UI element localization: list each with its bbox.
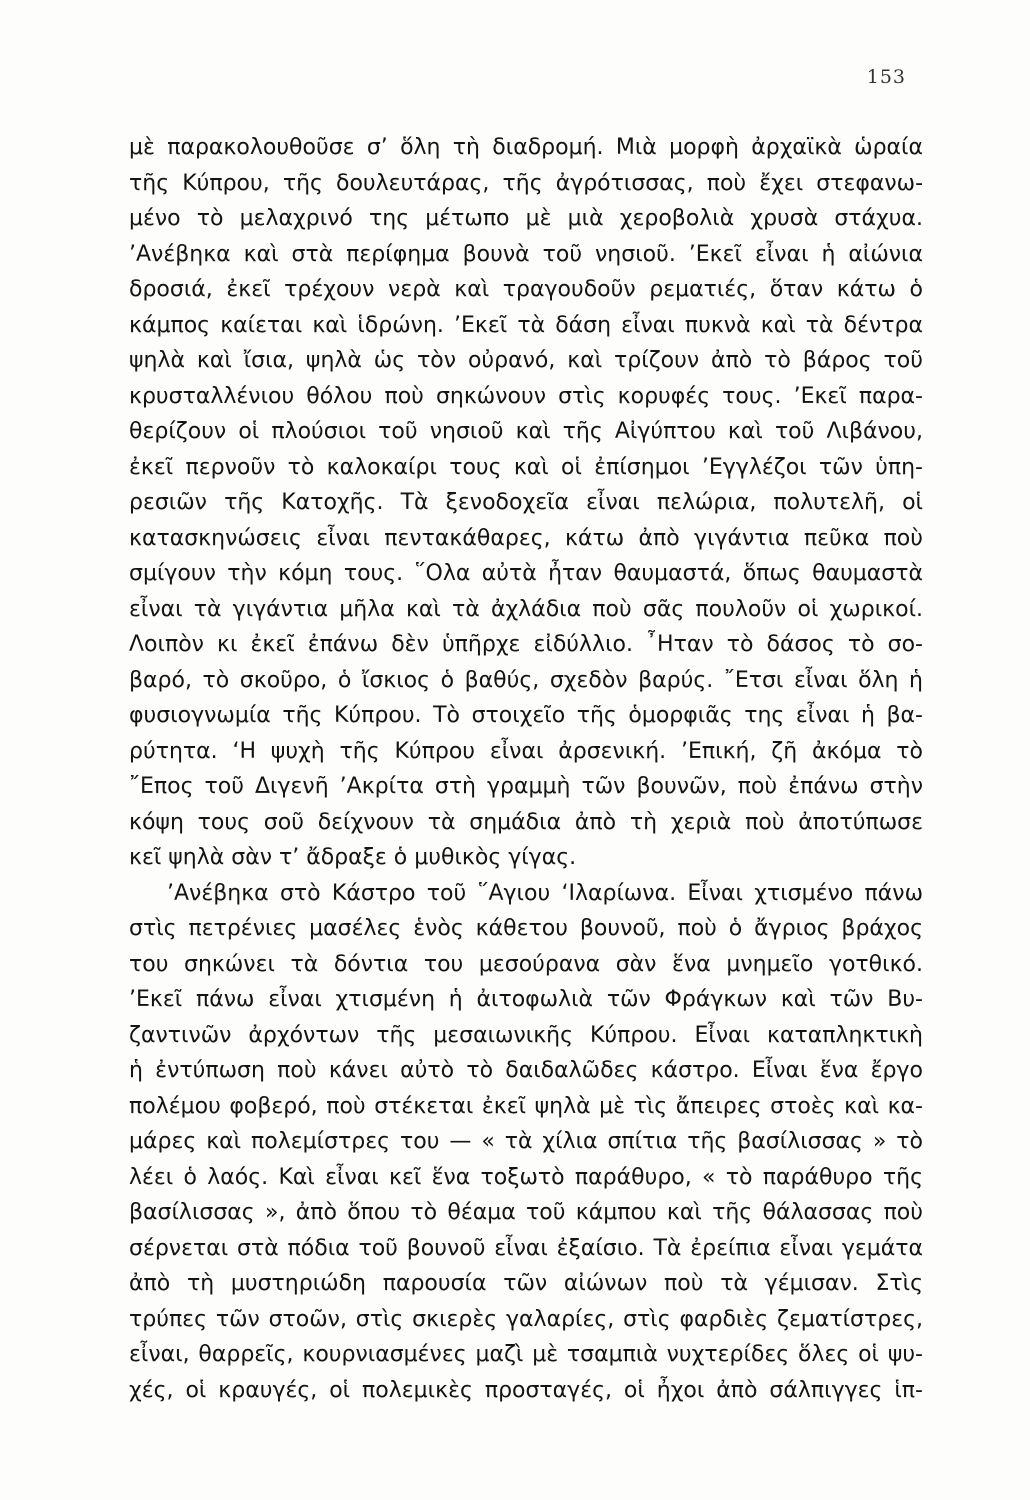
text-line: δροσιά, ἐκεῖ τρέχουν νερὰ καὶ τραγουδοῦν ρεματιές, ὅταν κάτω ὁ <box>129 277 923 302</box>
text-line: μένο τὸ μελαχρινό της μέτωπο μὲ μιὰ χεροβολιὰ χρυσὰ στάχυα. <box>129 206 923 231</box>
text-line: τρύπες τῶν στοῶν, στὶς σκιερὲς γαλαρίες, στὶς φαρδιὲς ζεματίστρες, <box>129 1306 924 1332</box>
text-line: ῎Επος τοῦ Διγενῆ ’Ακρίτα στὴ γραμμὴ τῶν βουνῶν, ποὺ ἐπάνω στὴν <box>129 774 923 799</box>
text-line: φυσιογνωμία τῆς Κύπρου. Τὸ στοιχεῖο τῆς ὁμορφιᾶς της εἶναι ἡ βα- <box>129 703 923 728</box>
text-line: ἡ ἐντύπωση ποὺ κάνει αὐτὸ τὸ δαιδαλῶδες κάστρο. Εἶναι ἕνα ἔργο <box>129 1058 923 1083</box>
text-line: κεῖ ψηλὰ σὰν τ’ ἄδραξε ὁ μυθικὸς γίγας. <box>129 845 577 870</box>
text-line: πολέμου φοβερό, ποὺ στέκεται ἐκεῖ ψηλὰ μὲ τὶς ἄπειρες στοὲς καὶ κα- <box>129 1093 923 1119</box>
text-line: ρύτητα. ‘Η ψυχὴ τῆς Κύπρου εἶναι ἀρσενική. ’Επική, ζῆ ἀκόμα τὸ <box>129 738 923 764</box>
text-line: μὲ παρακολουθοῦσε σ’ ὅλη τὴ διαδρομή. Μιὰ μορφὴ ἀρχαϊκὰ ὡραία <box>129 135 923 160</box>
text-line: ἐκεῖ περνοῦν τὸ καλοκαίρι τους καὶ οἱ ἐπίσημοι ’Εγγλέζοι τῶν ὑπη- <box>129 454 923 480</box>
text-line: ’Ανέβηκα καὶ στὰ περίφημα βουνὰ τοῦ νησιοῦ. ’Εκεῖ εἶναι ἡ αἰώνια <box>129 241 923 267</box>
text-line: στὶς πετρένιες μασέλες ἑνὸς κάθετου βουνοῦ, ποὺ ὁ ἄγριος βράχος <box>129 916 923 941</box>
text-line: λέει ὁ λαός. Καὶ εἶναι κεῖ ἕνα τοξωτὸ παράθυρο, « τὸ παράθυρο τῆς <box>129 1164 923 1190</box>
text-line: κρυσταλλένιου θόλου ποὺ σηκώνουν στὶς κορυφές τους. ’Εκεῖ παρα- <box>129 383 923 409</box>
text-line: τῆς Κύπρου, τῆς δουλευτάρας, τῆς ἀγρότισσας, ποὺ ἔχει στεφανω- <box>129 170 924 196</box>
text-line: εἶναι, θαρρεῖς, κουρνιασμένες μαζὶ μὲ τσαμπιὰ νυχτερίδες ὅλες οἱ ψυ- <box>129 1342 923 1367</box>
text-line: σμίγουν τὴν κόμη τους. ῞Ολα αὐτὰ ἦταν θαυμαστά, ὅπως θαυμαστὰ <box>129 561 923 586</box>
text-line: θερίζουν οἱ πλούσιοι τοῦ νησιοῦ καὶ τῆς Αἰγύπτου καὶ τοῦ Λιβάνου, <box>129 419 923 444</box>
text-line: βασίλισσας », ἀπὸ ὅπου τὸ θέαμα τοῦ κάμπου καὶ τῆς θάλασσας ποὺ <box>129 1200 923 1225</box>
text-line: ψηλὰ καὶ ἴσια, ψηλὰ ὡς τὸν οὐρανό, καὶ τρίζουν ἀπὸ τὸ βάρος τοῦ <box>129 348 923 373</box>
text-line: του σηκώνει τὰ δόντια του μεσούρανα σὰν ἕνα μνημεῖο γοτθικό. <box>129 951 923 977</box>
text-line: χές, οἱ κραυγές, οἱ πολεμικὲς προσταγές, οἱ ἦχοι ἀπὸ σάλπιγγες ἱπ- <box>129 1377 923 1403</box>
text-line: σέρνεται στὰ πόδια τοῦ βουνοῦ εἶναι ἐξαίσιο. Τὰ ἐρείπια εἶναι γεμάτα <box>129 1235 923 1261</box>
text-line: κόψη τους σοῦ δείχνουν τὰ σημάδια ἀπὸ τὴ χεριὰ ποὺ ἀποτύπωσε <box>129 809 923 835</box>
text-line: ’Εκεῖ πάνω εἶναι χτισμένη ἡ ἀιτοφωλιὰ τῶν Φράγκων καὶ τῶν Βυ- <box>129 987 923 1012</box>
text-line: κατασκηνώσεις εἶναι πεντακάθαρες, κάτω ἀπὸ γιγάντια πεῦκα ποὺ <box>129 525 923 551</box>
text-line: ζαντινῶν ἀρχόντων τῆς μεσαιωνικῆς Κύπρου. Εἶναι καταπληκτικὴ <box>129 1022 923 1048</box>
text-line: βαρό, τὸ σκοῦρο, ὁ ἴσκιος ὁ βαθύς, σχεδὸν βαρύς. ῎Ετσι εἶναι ὅλη ἡ <box>129 667 923 693</box>
text-line: μάρες καὶ πολεμίστρες του — « τὰ χίλια σπίτια τῆς βασίλισσας » τὸ <box>129 1129 923 1154</box>
text-line: κάμπος καίεται καὶ ἱδρώνη. ’Εκεῖ τὰ δάση εἶναι πυκνὰ καὶ τὰ δέντρα <box>129 312 923 338</box>
page-number: 153 <box>866 66 906 88</box>
body-text <box>129 130 923 1408</box>
text-line: ἀπὸ τὴ μυστηριώδη παρουσία τῶν αἰώνων ποὺ τὰ γέμισαν. Στὶς <box>129 1271 923 1296</box>
text-line: ρεσιῶν τῆς Κατοχῆς. Τὰ ξενοδοχεῖα εἶναι πελώρια, πολυτελῆ, οἱ <box>129 490 923 515</box>
text-line: ’Ανέβηκα στὸ Κάστρο τοῦ ῞Αγιου ‘Ιλαρίωνα. Εἶναι χτισμένο πάνω <box>167 880 923 906</box>
text-line: Λοιπὸν κι ἐκεῖ ἐπάνω δὲν ὑπῆρχε εἰδύλλιο. ῏Ηταν τὸ δάσος τὸ σο- <box>129 632 923 657</box>
text-line: εἶναι τὰ γιγάντια μῆλα καὶ τὰ ἀχλάδια ποὺ σᾶς πουλοῦν οἱ χωρικοί. <box>129 596 924 622</box>
